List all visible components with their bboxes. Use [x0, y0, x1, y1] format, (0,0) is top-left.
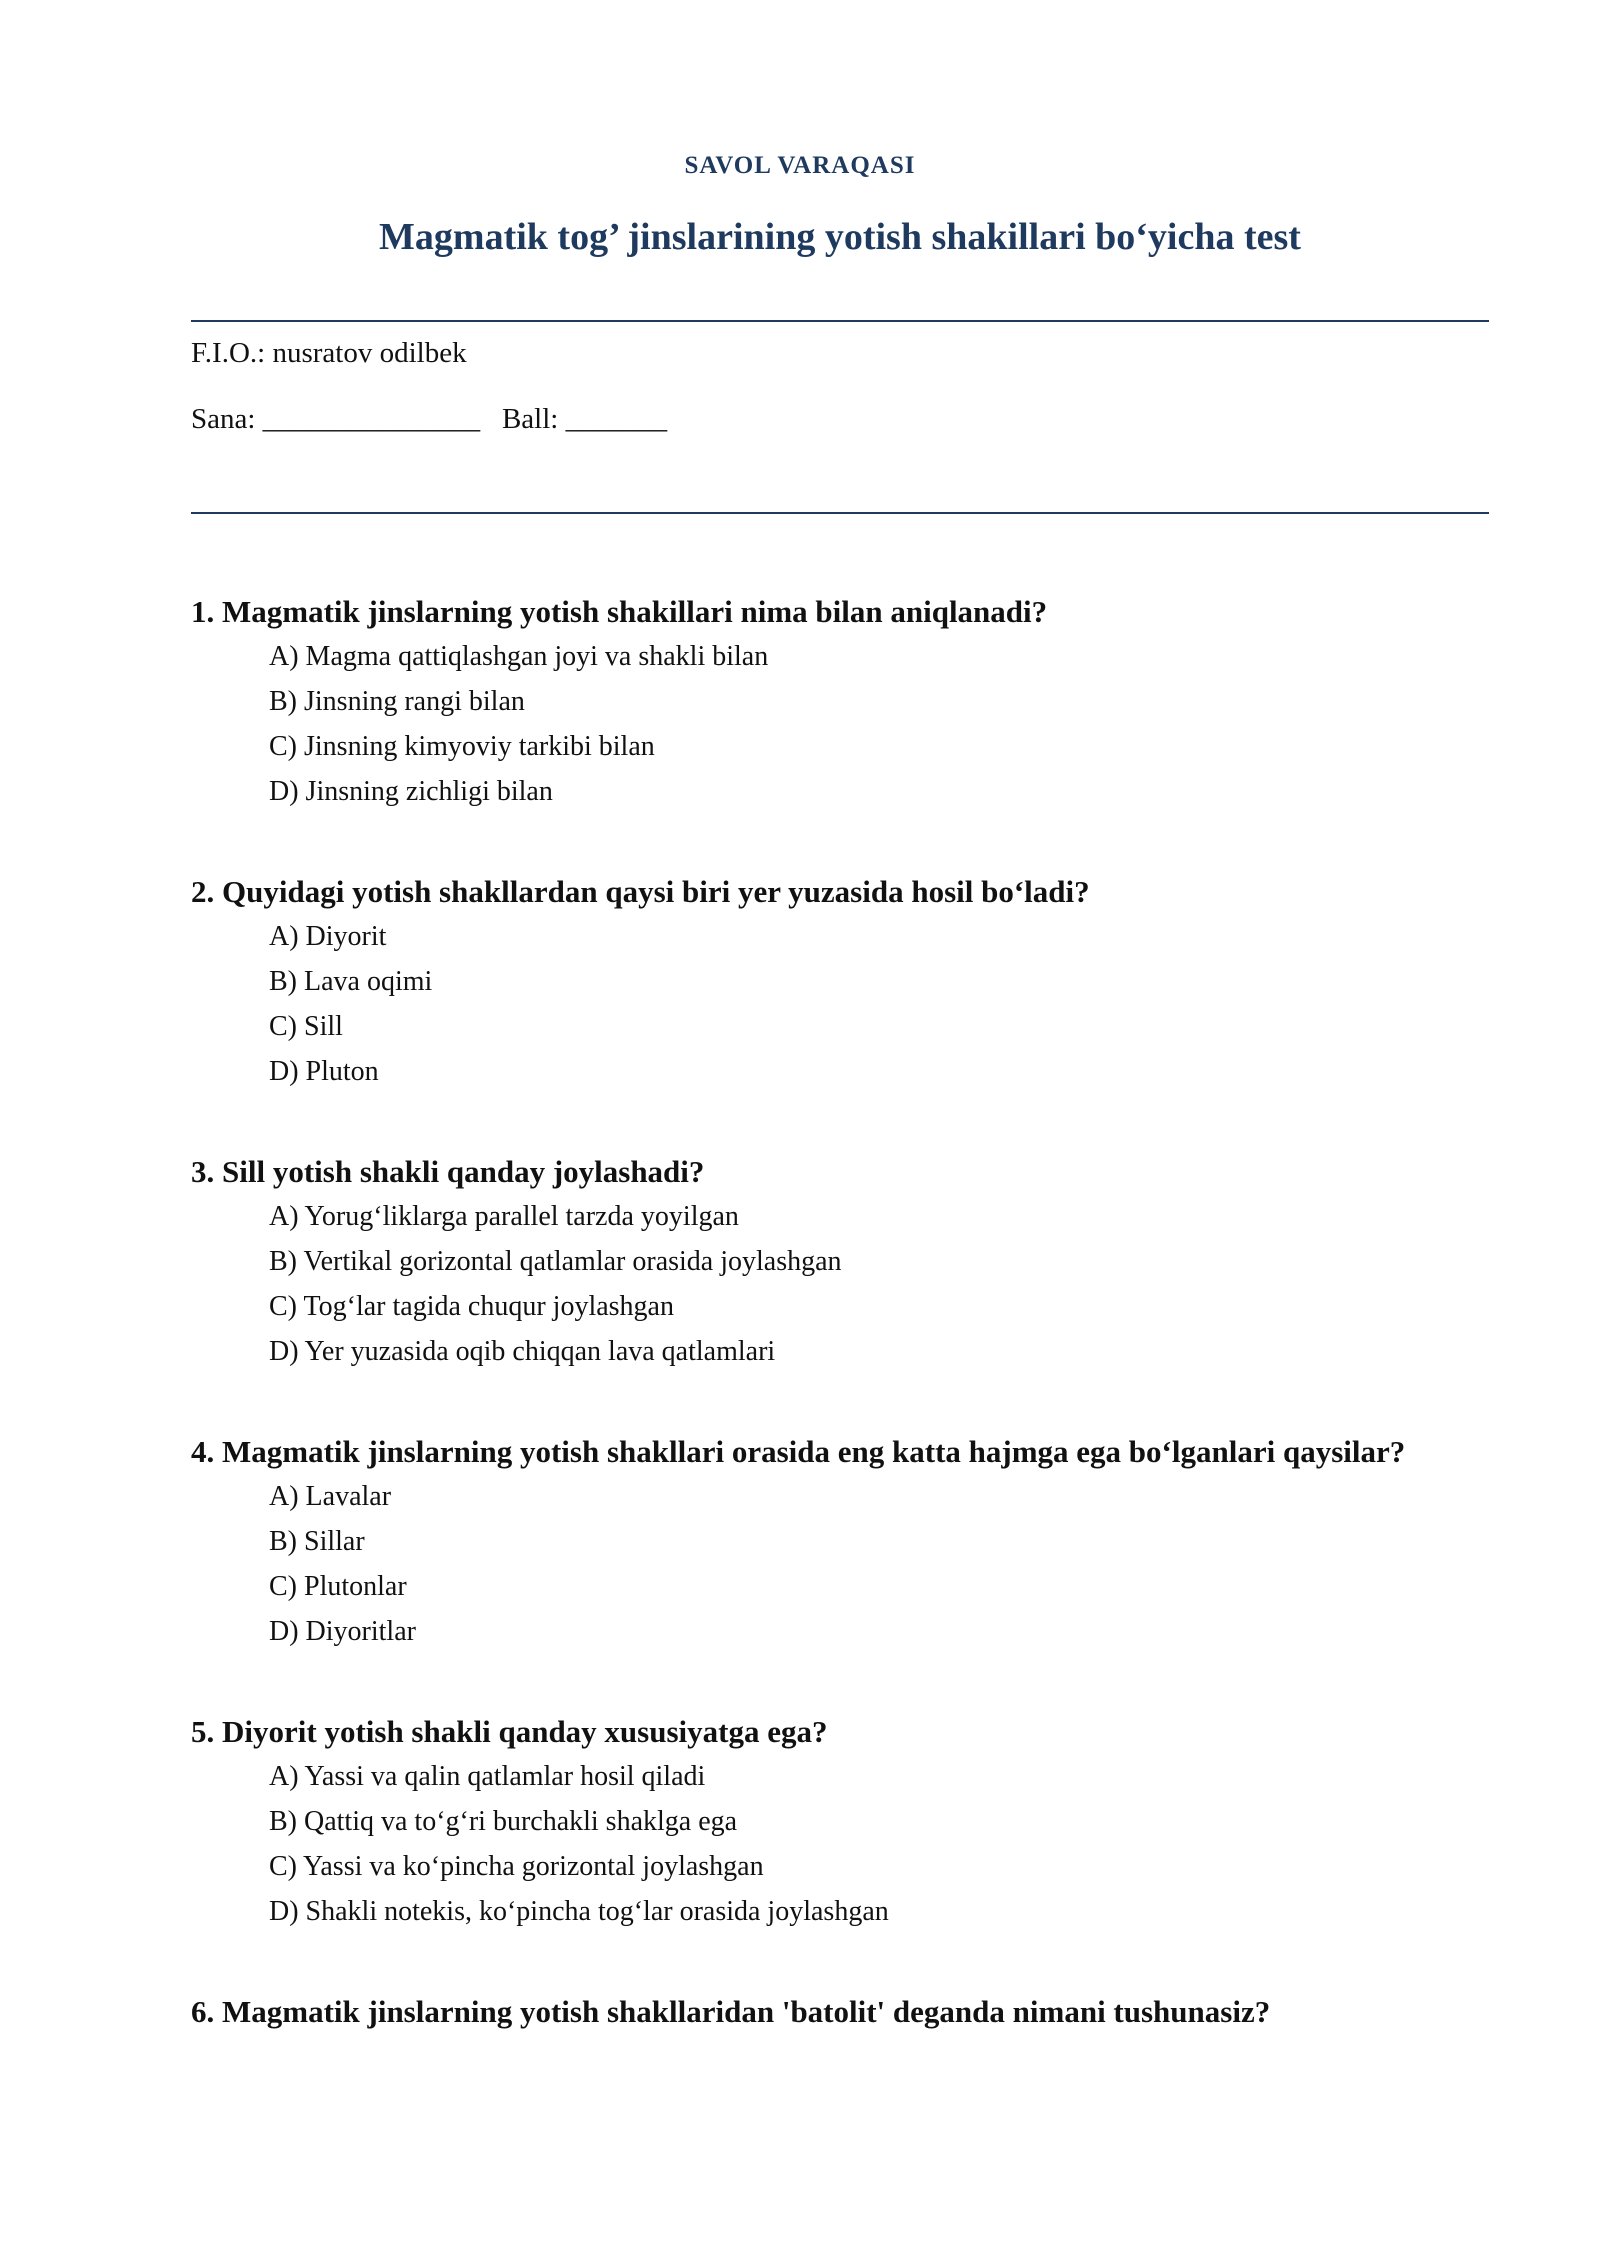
student-name-field: F.I.O.: nusratov odilbek	[191, 337, 467, 369]
answer-option-b: B) Qattiq va to‘g‘ri burchakli shaklga ega	[269, 1806, 738, 1837]
top-divider	[191, 320, 1489, 322]
answer-option-d: D) Jinsning zichligi bilan	[269, 776, 553, 807]
question-1	[191, 590, 1511, 814]
answer-options	[191, 1474, 1511, 1654]
question-3	[191, 1150, 1511, 1374]
question-text: 4. Magmatik jinslarning yotish shakllari orasida eng katta hajmga ega bo‘lganlari qaysilar?	[191, 1434, 1406, 1469]
bottom-divider	[191, 512, 1489, 514]
answer-option-d: D) Diyoritlar	[269, 1616, 416, 1647]
answer-option-a: A) Diyorit	[269, 921, 387, 952]
answer-option-c: C) Plutonlar	[269, 1571, 407, 1602]
question-text: 2. Quyidagi yotish shakllardan qaysi biri yer yuzasida hosil bo‘ladi?	[191, 874, 1090, 909]
answer-options	[191, 914, 1511, 1094]
question-text: 3. Sill yotish shakli qanday joylashadi?	[191, 1154, 705, 1189]
question-text: 5. Diyorit yotish shakli qanday xususiyatga ega?	[191, 1714, 828, 1749]
answer-option-b: B) Sillar	[269, 1526, 365, 1557]
page-title: Magmatik tog’ jinslarining yotish shakillari bo‘yicha test	[379, 216, 1301, 258]
answer-option-d: D) Yer yuzasida oqib chiqqan lava qatlamlari	[269, 1336, 776, 1367]
score-field: Ball: _______	[501, 403, 668, 435]
document-label: SAVOL VARAQASI	[684, 152, 916, 179]
answer-options	[191, 634, 1511, 814]
date-field: Sana: _______________	[191, 403, 481, 435]
answer-option-d: D) Pluton	[269, 1056, 379, 1087]
answer-option-b: B) Jinsning rangi bilan	[269, 686, 525, 717]
question-6	[191, 1990, 1511, 2034]
answer-option-a: A) Magma qattiqlashgan joyi va shakli bilan	[269, 641, 769, 672]
question-4	[191, 1430, 1511, 1654]
answer-option-c: C) Sill	[269, 1011, 343, 1042]
question-5	[191, 1710, 1511, 1934]
answer-option-d: D) Shakli notekis, ko‘pincha tog‘lar orasida joylashgan	[269, 1896, 889, 1927]
answer-options	[191, 1754, 1511, 1934]
answer-options	[191, 1194, 1511, 1374]
answer-option-b: B) Lava oqimi	[269, 966, 433, 997]
answer-option-a: A) Lavalar	[269, 1481, 392, 1512]
date-score-row	[191, 402, 667, 436]
question-2	[191, 870, 1511, 1094]
answer-option-b: B) Vertikal gorizontal qatlamlar orasida joylashgan	[269, 1246, 842, 1277]
question-text: 6. Magmatik jinslarning yotish shakllaridan 'batolit' deganda nimani tushunasiz?	[191, 1994, 1271, 2029]
answer-option-c: C) Yassi va ko‘pincha gorizontal joylashgan	[269, 1851, 764, 1882]
answer-option-c: C) Jinsning kimyoviy tarkibi bilan	[269, 731, 655, 762]
question-text: 1. Magmatik jinslarning yotish shakillari nima bilan aniqlanadi?	[191, 594, 1048, 629]
answer-option-c: C) Tog‘lar tagida chuqur joylashgan	[269, 1291, 674, 1322]
question-list	[191, 590, 1511, 2090]
answer-option-a: A) Yorug‘liklarga parallel tarzda yoyilgan	[269, 1201, 739, 1232]
answer-option-a: A) Yassi va qalin qatlamlar hosil qiladi	[269, 1761, 706, 1792]
